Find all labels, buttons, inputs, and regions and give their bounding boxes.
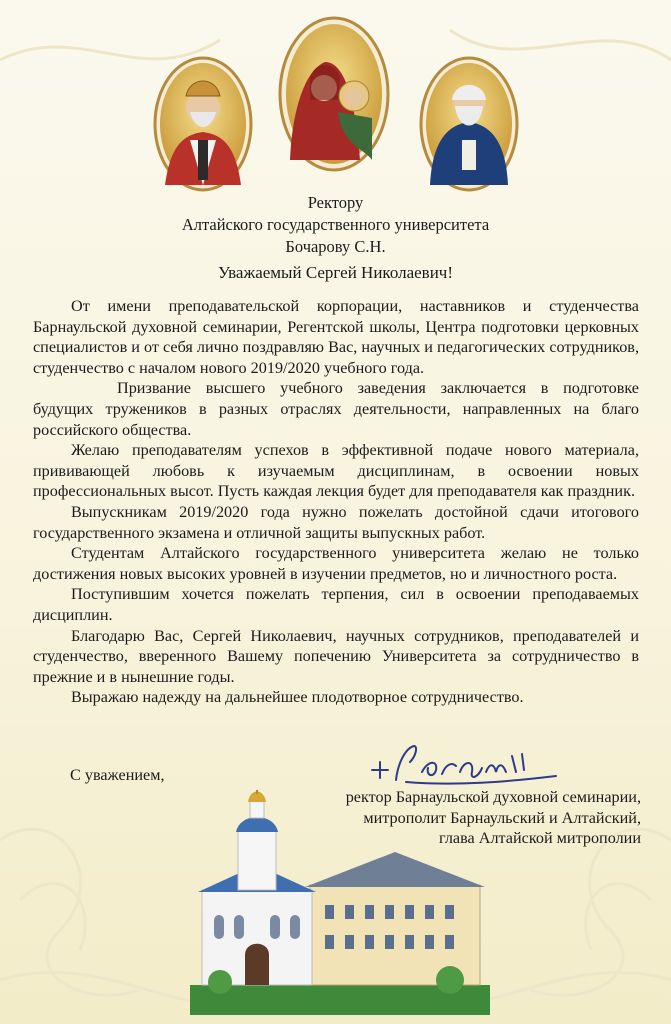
letter-body xyxy=(33,296,639,708)
theotokos-icon-center xyxy=(280,18,388,170)
signer-title-line-3: глава Алтайской митрополии xyxy=(439,829,641,848)
signer-title-line-1: ректор Барнаульской духовной семинарии, xyxy=(345,788,641,806)
paragraph: Студентам Алтайского государственного университета желаю не только достижения новых высоких уровней в изучении предметов, но и личностного роста. xyxy=(33,544,639,583)
greeting: Уважаемый Сергей Николаевич! xyxy=(217,263,454,282)
paragraph: От имени преподавательской корпорации, наставников и студенчества Барнаульской духовной семинарии, Регентской школы, Центра подготовки церковных специалистов и от себя лично поздравляю Вас, научных и педагогических сотрудников, студенчество с началом нового 2019/2020 учебного года. xyxy=(33,297,639,377)
recipient-header xyxy=(0,192,671,258)
recipient-line-3: Бочарову С.Н. xyxy=(285,237,386,256)
paragraph: Желаю преподавателям успехов в эффективной подаче нового материала, прививающей любовь к изучаемым дисциплинам, в освоении новых профессиональных высот. Пусть каждая лекция будет для преподавателя как праздник. xyxy=(33,441,639,501)
recipient-line-2: Алтайского государственного университета xyxy=(181,215,490,234)
signer-title-line-2: митрополит Барнаульский и Алтайский, xyxy=(363,808,641,827)
paragraph: Выпускникам 2019/2020 года нужно пожелать достойной сдачи итогового государственного экзамена и отличной защиты выпускных работ. xyxy=(33,502,639,542)
saint-icon-right xyxy=(421,58,517,190)
icons-row xyxy=(0,0,671,200)
paragraph: Выражаю надежду на дальнейшее плодотворное сотрудничество. xyxy=(71,688,524,707)
handwritten-signature xyxy=(366,742,566,787)
recipient-line-1: Ректору xyxy=(307,193,364,212)
seminary-building-image xyxy=(190,790,490,1015)
closing: С уважением, xyxy=(70,766,165,784)
paragraph: Поступившим хочется пожелать терпения, сил в освоении преподаваемых дисциплин. xyxy=(33,585,639,624)
paragraph: Благодарю Вас, Сергей Николаевич, научных сотрудников, преподавателей и студенчество, вверенного Вашему попечению Университета за сотрудничество в прежние и в нынешние годы. xyxy=(33,626,639,686)
saint-icon-left xyxy=(155,58,251,190)
paragraph: Призвание высшего учебного заведения заключается в подготовке будущих тружеников в разных отраслях деятельности, направленных на благо российского общества. xyxy=(33,379,639,439)
